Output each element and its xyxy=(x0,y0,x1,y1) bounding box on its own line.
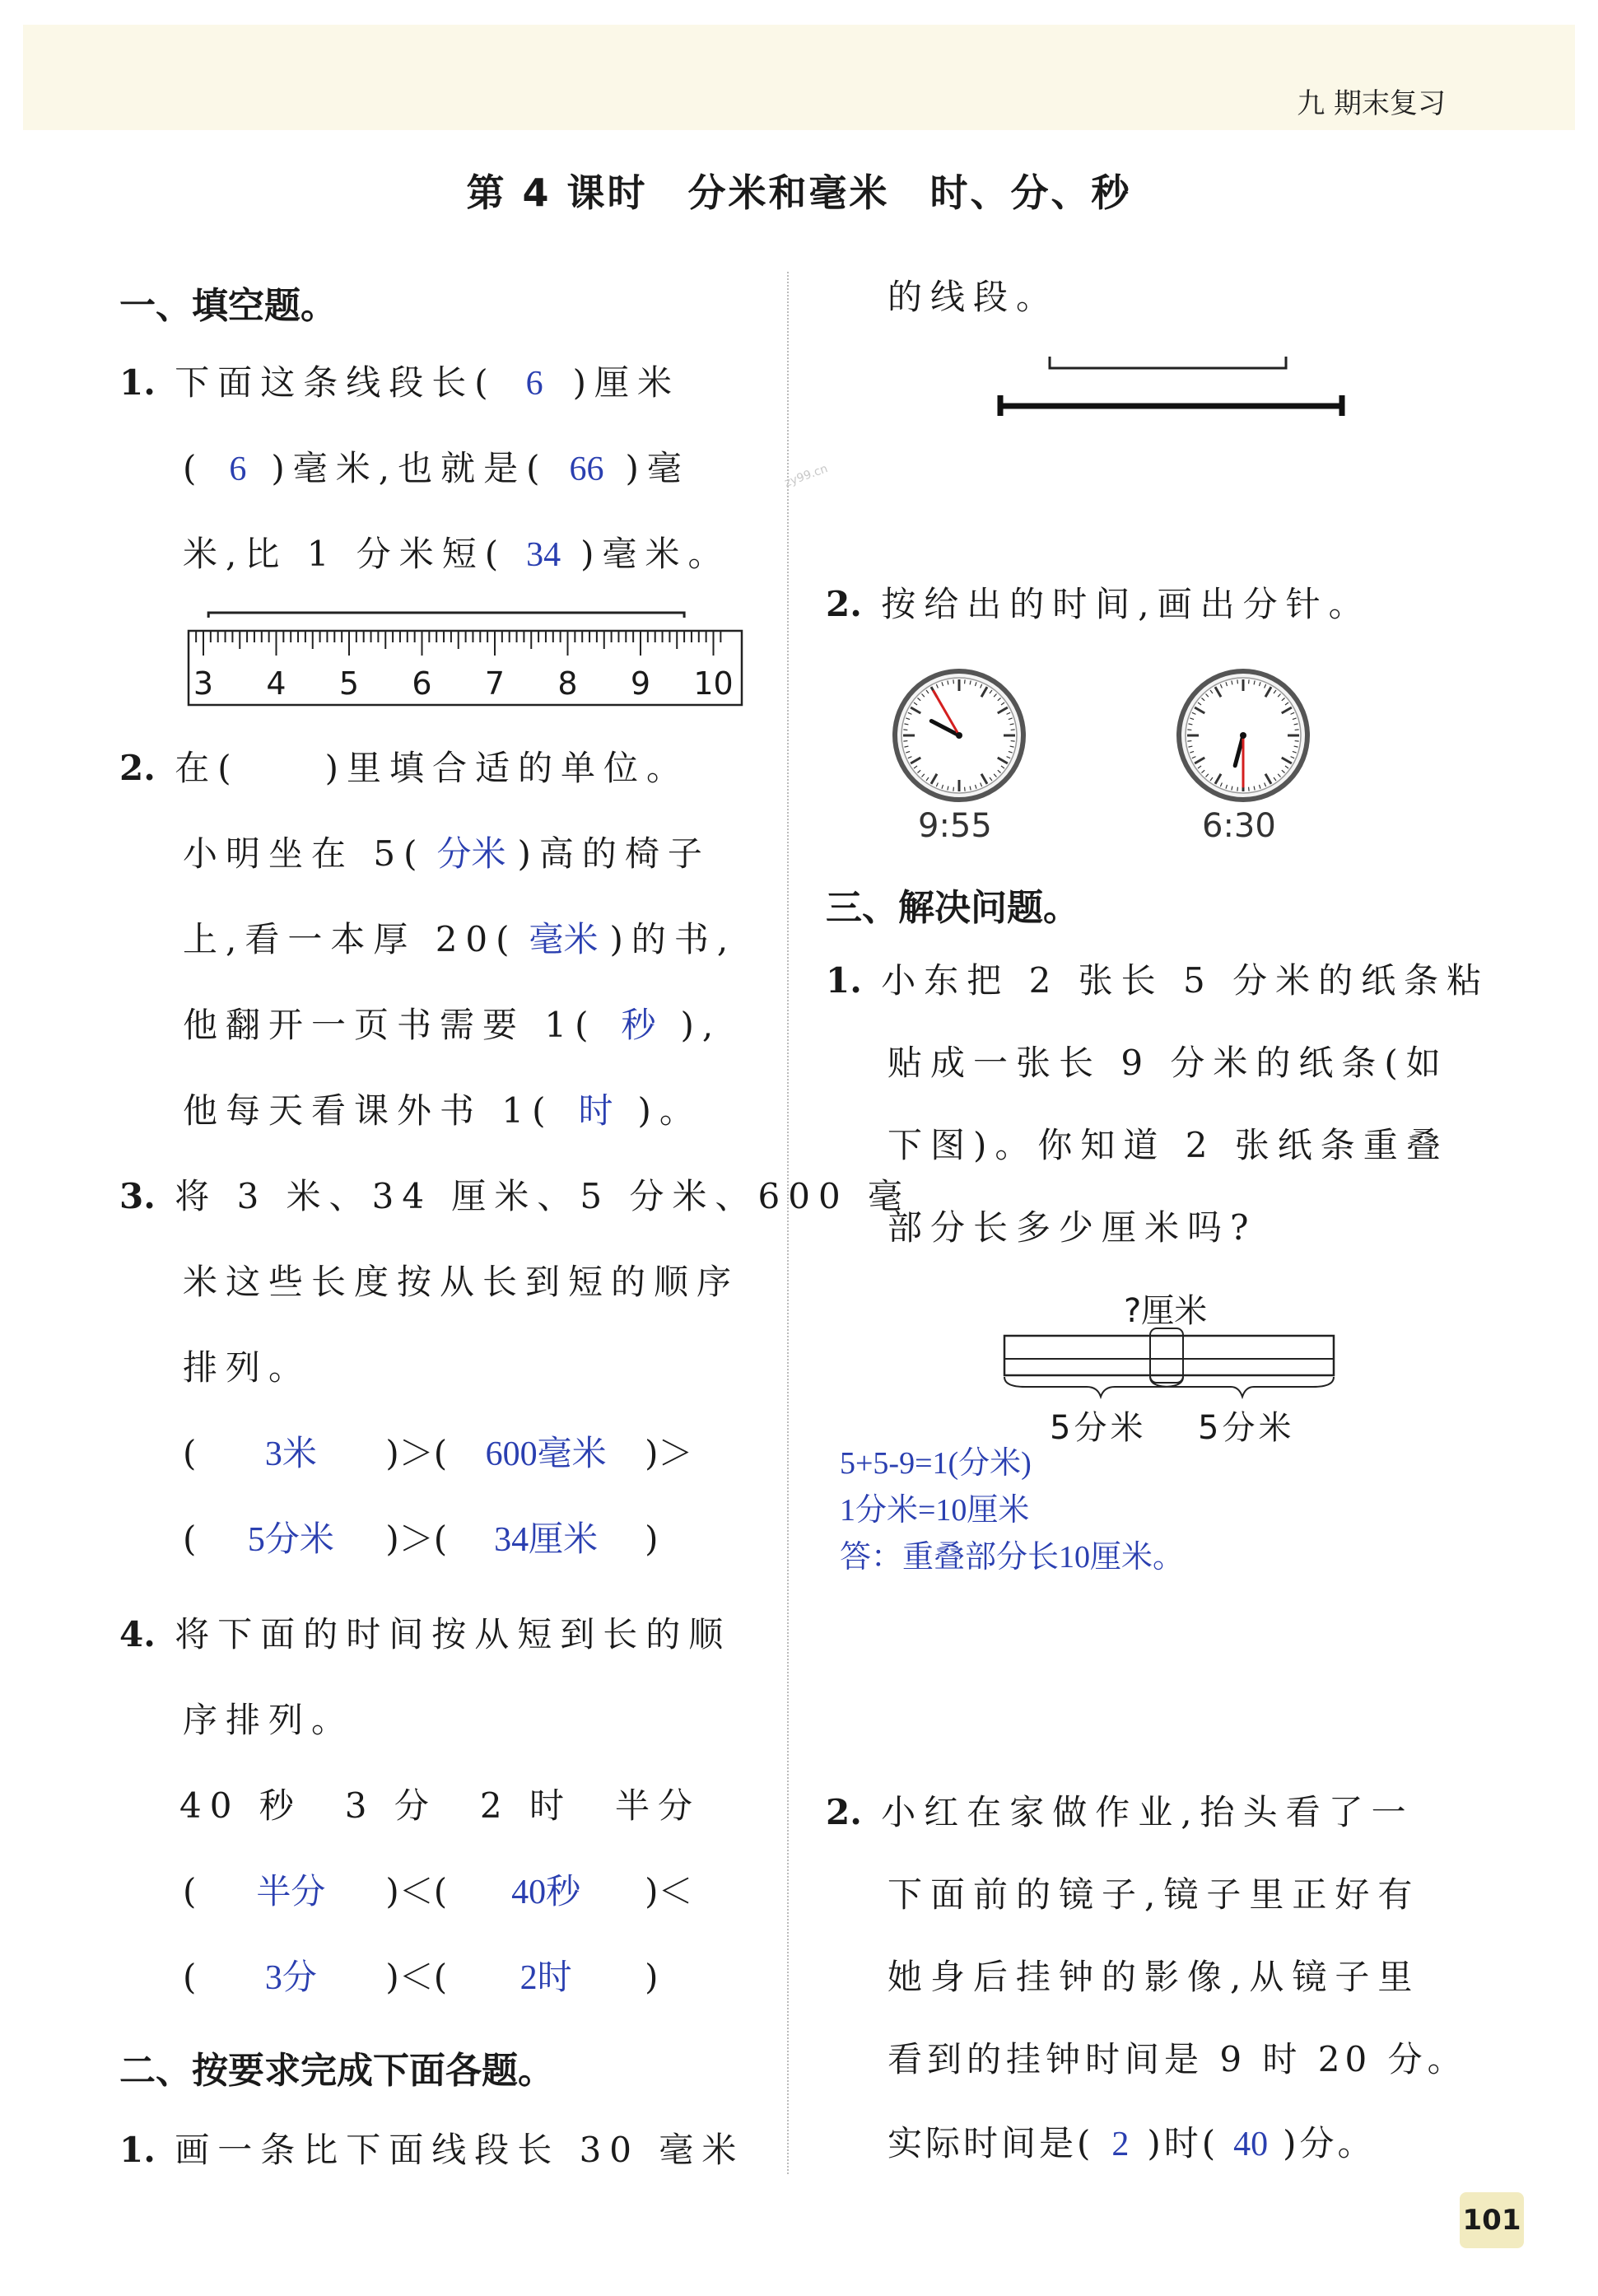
q1-answer-cm: 6 xyxy=(525,365,543,403)
ruler-labels xyxy=(185,665,745,707)
q2-line1: 2. 在( )里填合适的单位。 xyxy=(119,748,689,788)
q3-line2: 米这些长度按从长到短的顺序 xyxy=(183,1262,740,1302)
ruler-tick-label: 10 xyxy=(693,665,734,702)
ruler-tick-label: 8 xyxy=(557,665,578,702)
q3-answer-2: 600毫米 xyxy=(485,1435,607,1473)
q3-answer-1: 3米 xyxy=(264,1435,317,1473)
q4-line1: 4. 将下面的时间按从短到长的顺 xyxy=(119,1614,732,1654)
clock-tick xyxy=(1295,741,1299,742)
s2q1-line1: 1. 画一条比下面线段长 30 毫米 xyxy=(119,2130,745,2170)
q4-line2: 序排列。 xyxy=(183,1700,355,1740)
s2q1-continuation: 的线段。 xyxy=(888,277,1060,317)
q2-line3: 上,看一本厚 20( 毫米 )的书, xyxy=(183,919,737,959)
q2-answer-chair: 分米 xyxy=(436,836,506,874)
clock-tick xyxy=(1011,741,1015,742)
clock-label-2: 6:30 xyxy=(1202,807,1276,845)
s3q1-line4: 部分长多少厘米吗? xyxy=(888,1207,1257,1248)
diagram-left-label: 5分米 xyxy=(1050,1409,1147,1447)
q2-number: 2. xyxy=(119,748,156,788)
right-brace xyxy=(1150,1377,1334,1397)
q2-line2: 小明坐在 5( 分米 )高的椅子 xyxy=(183,833,710,874)
ruler-tick-label: 7 xyxy=(484,665,505,702)
clock-tick xyxy=(903,741,907,742)
s2q2-line1: 2. 按给出的时间,画出分针。 xyxy=(826,584,1372,624)
q1-line3: 米,比 1 分米短( 34 )毫米。 xyxy=(183,534,731,574)
clock-tick xyxy=(1249,679,1250,684)
s3q1-answer-line3: 答：重叠部分长10厘米。 xyxy=(840,1540,1185,1575)
s3q2-line1: 2. 小红在家做作业,抬头看了一 xyxy=(826,1792,1414,1832)
clock-center xyxy=(1240,732,1246,739)
s2q2-number: 2. xyxy=(826,584,862,624)
q4-number: 4. xyxy=(119,1614,156,1654)
chapter-label: 九 期末复习 xyxy=(1297,87,1446,120)
q2-line5: 他每天看课外书 1( 时 )。 xyxy=(183,1090,702,1131)
ruler-tick-label: 4 xyxy=(266,665,287,702)
q4-answer-3: 3分 xyxy=(264,1959,317,1997)
q2-answer-page: 秒 xyxy=(621,1007,656,1045)
q1-number: 1. xyxy=(119,362,156,403)
q3-answer-4: 34厘米 xyxy=(494,1521,599,1559)
q3-answer-3: 5分米 xyxy=(247,1521,334,1559)
s3q2-line4: 看到的挂钟时间是 9 时 20 分。 xyxy=(888,2039,1467,2079)
diagram-right-label: 5分米 xyxy=(1198,1409,1295,1447)
clock-tick xyxy=(953,787,954,791)
q2-line4: 他翻开一页书需要 1( 秒 ), xyxy=(183,1005,722,1045)
q3-answers-row1: ( 3米 )＞( 600毫米 )＞ xyxy=(183,1433,693,1473)
s3q1-answer-line2: 1分米=10厘米 xyxy=(840,1493,1030,1528)
s3q1-answer-line1: 5+5-9=1(分米) xyxy=(840,1446,1032,1481)
ruler-tick-label: 5 xyxy=(338,665,360,702)
ruler-tick-label: 6 xyxy=(412,665,432,702)
page-title: 第 4 课时 分米和毫米 时、分、秒 xyxy=(466,170,1132,215)
q4-answer-1: 半分 xyxy=(256,1874,326,1911)
ruler-measured-segment xyxy=(208,613,684,618)
diagram-overlap-label: ?厘米 xyxy=(1124,1292,1208,1330)
ruler-tick-label: 3 xyxy=(193,665,214,702)
clock-tick xyxy=(953,679,954,684)
clock-tick xyxy=(1237,787,1238,791)
q3-line3: 排列。 xyxy=(183,1347,312,1388)
section1-title: 一、填空题。 xyxy=(119,285,337,327)
q4-answer-2: 40秒 xyxy=(511,1874,581,1911)
s3q2-answer-hour: 2 xyxy=(1111,2126,1130,2163)
clock-tick xyxy=(1249,787,1250,791)
q4-items: 40 秒 3 分 2 时 半分 xyxy=(179,1785,701,1826)
s3q2-line5: 实际时间是( 2 )时( 40 )分。 xyxy=(888,2123,1376,2163)
left-brace xyxy=(1004,1377,1183,1397)
clock-face-1 xyxy=(889,665,1029,805)
s3q2-line2: 下面前的镜子,镜子里正好有 xyxy=(888,1874,1421,1915)
q4-answer-4: 2时 xyxy=(519,1959,572,1997)
section3-title: 三、解决问题。 xyxy=(826,887,1079,929)
paper-strip-diagram xyxy=(1000,1326,1346,1404)
s3q1-line1: 1. 小东把 2 张长 5 分米的纸条粘 xyxy=(826,960,1490,1001)
q1-line1: 1. 下面这条线段长( 6 )厘米 xyxy=(119,362,680,403)
s2q1-number: 1. xyxy=(119,2130,156,2170)
q3-number: 3. xyxy=(119,1176,156,1216)
s3q2-number: 2. xyxy=(826,1792,862,1832)
clock-tick xyxy=(965,787,966,791)
column-divider xyxy=(787,272,789,2174)
clock-tick xyxy=(1237,679,1238,684)
page-number: 101 xyxy=(1460,2192,1524,2248)
q4-answers-row1: ( 半分 )＜( 40秒 )＜ xyxy=(183,1871,693,1911)
s3q2-line3: 她身后挂钟的影像,从镜子里 xyxy=(888,1957,1421,1997)
clock-tick xyxy=(965,679,966,684)
q4-answers-row2: ( 3分 )＜( 2时 ) xyxy=(183,1957,659,1997)
q2-answer-book: 毫米 xyxy=(529,922,599,959)
s3q1-number: 1. xyxy=(826,960,862,1001)
section2-title: 二、按要求完成下面各题。 xyxy=(119,2050,554,2092)
q3-line1: 3. 将 3 米、34 厘米、5 分米、600 毫 xyxy=(119,1176,911,1216)
clock-label-1: 9:55 xyxy=(918,807,992,845)
given-segment xyxy=(1050,357,1286,368)
q1-answer-shorter: 34 xyxy=(526,536,561,574)
watermark: zy99.cn xyxy=(782,462,830,490)
q1-answer-mm: 6 xyxy=(229,450,247,488)
q1-line2: ( 6 )毫米,也就是( 66 )毫 xyxy=(183,448,690,488)
q3-answers-row2: ( 5分米 )＞( 34厘米 ) xyxy=(183,1519,659,1559)
q2-answer-reading: 时 xyxy=(578,1093,613,1131)
strip-outline xyxy=(1004,1336,1334,1375)
clock-tick xyxy=(1187,741,1191,742)
clock-face-2 xyxy=(1173,665,1313,805)
q1-answer-total-mm: 66 xyxy=(569,450,604,488)
ruler-tick-label: 9 xyxy=(630,665,651,702)
clock-center xyxy=(956,732,962,739)
segment-drawings xyxy=(988,350,1358,424)
s3q2-answer-minute: 40 xyxy=(1233,2126,1269,2163)
s3q1-line2: 贴成一张长 9 分米的纸条(如 xyxy=(888,1043,1449,1083)
s3q1-line3: 下图)。你知道 2 张纸条重叠 xyxy=(888,1125,1449,1165)
